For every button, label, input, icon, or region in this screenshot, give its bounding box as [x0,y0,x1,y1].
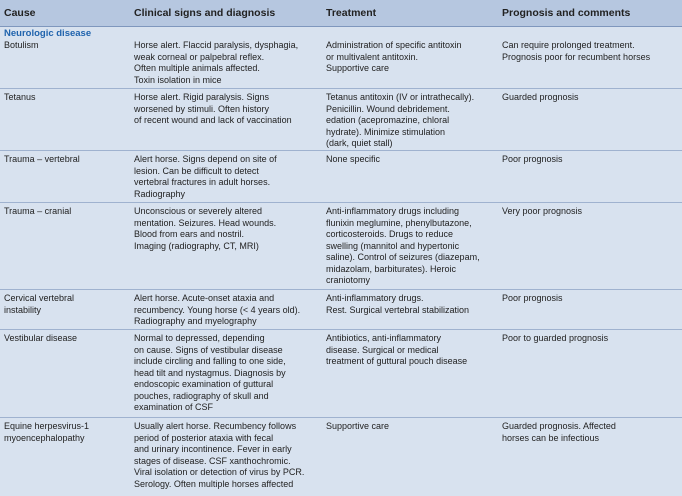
cell-cause: Trauma – cranial [4,206,72,216]
cell-cause: Cervical vertebral instability [4,293,75,315]
row-divider [0,289,682,290]
cell-treatment: Tetanus antitoxin (IV or intrathecally). Penicillin. Wound debridement. edation (acepromazine, chloral hydrate). Minimize stimulation (dark, quiet stall) [326,92,475,148]
cell-signs: Alert horse. Acute-onset ataxia and recumbency. Young horse (< 4 years old). Radiography and myelography [134,293,301,326]
cell-signs: Alert horse. Signs depend on site of lesion. Can be difficult to detect vertebral fractures in adult horses. Radiography [134,154,277,199]
header-cause: Cause [4,7,36,19]
header-signs: Clinical signs and diagnosis [134,7,276,19]
cell-treatment: Anti-inflammatory drugs including flunixin meglumine, phenylbutazone, corticosteroids. Drugs to reduce swelling (mannitol and hypertonic saline). Control of seizures (diazepam, midazolam, barbiturates). Heroic craniotomy [326,206,480,285]
header-prognosis: Prognosis and comments [502,7,631,19]
cell-treatment: Antibiotics, anti-inflammatory disease. Surgical or medical treatment of guttural pouch disease [326,333,468,366]
section-title: Neurologic disease [4,28,92,39]
table-header [0,0,682,27]
cell-prognosis: Poor prognosis [502,154,563,164]
cell-cause: Tetanus [4,92,36,102]
row-divider [0,417,682,418]
row-divider [0,88,682,89]
cell-prognosis: Guarded prognosis [502,92,579,102]
cell-signs: Unconscious or severely altered mentation. Seizures. Head wounds. Blood from ears and nostril. Imaging (radiography, CT, MRI) [134,206,277,251]
cell-signs: Horse alert. Flaccid paralysis, dysphagia, weak corneal or palpebral reflex. Often multiple animals affected. Toxin isolation in mice [134,40,299,85]
cell-signs: Normal to depressed, depending on cause. Signs of vestibular disease include circling and falling to one side, head tilt and nystagmus. Diagnosis by endoscopic examination of guttural pouches, radiography of skull and examination of CSF [134,333,286,412]
cell-prognosis: Poor to guarded prognosis [502,333,609,343]
cell-treatment: Administration of specific antitoxin or multivalent antitoxin. Supportive care [326,40,462,73]
cell-cause: Vestibular disease [4,333,78,343]
cell-cause: Trauma – vertebral [4,154,80,164]
row-divider [0,150,682,151]
cell-cause: Equine herpesvirus-1 myoencephalopathy [4,421,90,443]
cell-prognosis: Guarded prognosis. Affected horses can be infectious [502,421,616,443]
header-treatment: Treatment [326,7,377,19]
cell-prognosis: Can require prolonged treatment. Prognosis poor for recumbent horses [502,40,651,62]
row-divider [0,202,682,203]
cell-treatment: Anti-inflammatory drugs. Rest. Surgical vertebral stabilization [326,293,470,315]
cell-cause: Botulism [4,40,39,50]
cell-prognosis: Very poor prognosis [502,206,583,216]
row-divider [0,329,682,330]
cell-signs: Horse alert. Rigid paralysis. Signs worsened by stimuli. Often history of recent wound and lack of vaccination [134,92,292,125]
cell-signs: Usually alert horse. Recumbency follows period of posterior ataxia with fecal and urinary incontinence. Fever in early stages of disease. CSF xanthochromic. Viral isolation or detection of virus by PCR. Serology. Often multiple horses affected [134,421,305,489]
cell-treatment: None specific [326,154,381,164]
cell-prognosis: Poor prognosis [502,293,563,303]
cell-treatment: Supportive care [326,421,390,431]
